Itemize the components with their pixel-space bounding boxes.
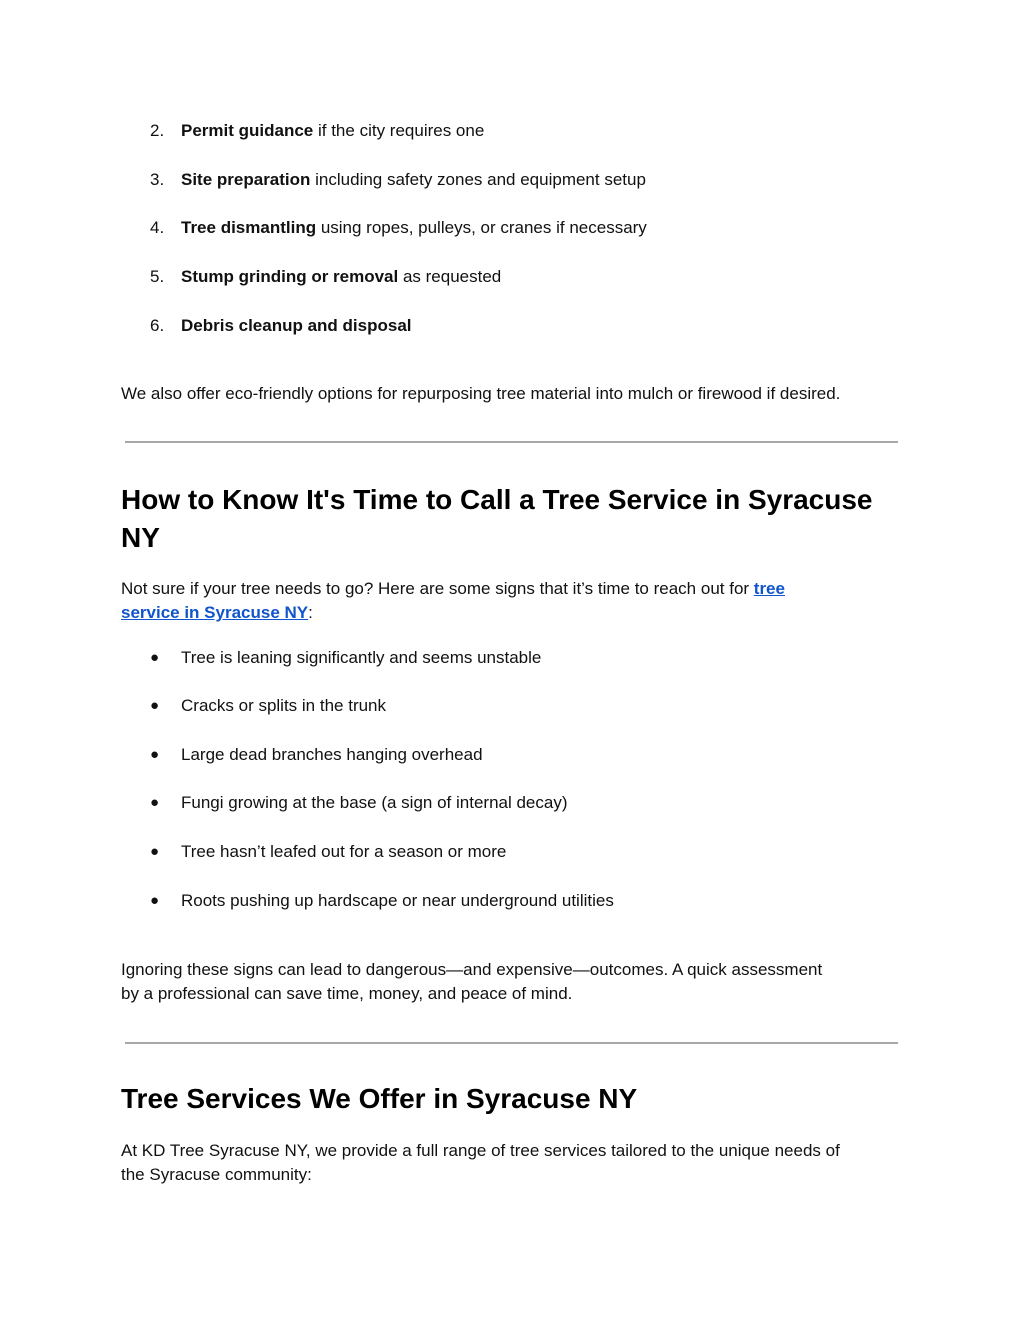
list-item-text bbox=[181, 316, 412, 336]
list-item-bold: Debris cleanup and disposal bbox=[181, 316, 412, 335]
list-item-text: Large dead branches hanging overhead bbox=[181, 745, 483, 764]
heading-line: NY bbox=[121, 522, 160, 553]
list-number: 3. bbox=[150, 170, 165, 189]
signs-intro bbox=[121, 577, 911, 625]
list-item-rest: as requested bbox=[398, 267, 502, 286]
list-item-rest: using ropes, pulleys, or cranes if necessary bbox=[316, 218, 647, 237]
list-item-text: Cracks or splits in the trunk bbox=[181, 696, 387, 715]
list-item-bold: Tree dismantling bbox=[181, 218, 317, 237]
list-item-bold: Site preparation bbox=[181, 170, 311, 189]
signs-closing-paragraph bbox=[121, 958, 911, 1006]
tree-service-link[interactable]: service in Syracuse NY bbox=[121, 603, 309, 622]
intro-line bbox=[121, 601, 911, 625]
tree-service-link[interactable]: tree bbox=[753, 579, 785, 598]
list-item-text bbox=[181, 170, 646, 190]
list-item-bold: Stump grinding or removal bbox=[181, 267, 399, 286]
bullet-icon: ● bbox=[150, 649, 160, 666]
list-number: 6. bbox=[150, 316, 165, 335]
eco-paragraph: We also offer eco-friendly options for repurposing tree material into mulch or firewood if desired. bbox=[121, 384, 841, 403]
list-item-rest: if the city requires one bbox=[313, 121, 485, 140]
list-number: 5. bbox=[150, 267, 165, 286]
list-item-text: Tree hasn’t leafed out for a season or more bbox=[181, 842, 507, 861]
paragraph-line: the Syracuse community: bbox=[121, 1165, 312, 1184]
divider bbox=[125, 441, 898, 443]
list-item-text bbox=[181, 121, 484, 141]
heading-line: How to Know It's Time to Call a Tree Service in Syracuse bbox=[121, 484, 873, 515]
list-item-rest: including safety zones and equipment setup bbox=[310, 170, 646, 189]
bullet-icon: ● bbox=[150, 746, 160, 763]
list-item-text bbox=[181, 267, 501, 287]
bullet-icon: ● bbox=[150, 794, 160, 811]
paragraph-line: Ignoring these signs can lead to dangerous—and expensive—outcomes. A quick assessment bbox=[121, 960, 823, 979]
paragraph-line: At KD Tree Syracuse NY, we provide a full range of tree services tailored to the unique needs of bbox=[121, 1141, 840, 1160]
intro-text: Not sure if your tree needs to go? Here are some signs that it’s time to reach out for bbox=[121, 579, 754, 598]
list-item-text: Tree is leaning significantly and seems unstable bbox=[181, 648, 542, 667]
paragraph-line: by a professional can save time, money, and peace of mind. bbox=[121, 984, 573, 1003]
list-item-bold: Permit guidance bbox=[181, 121, 314, 140]
services-intro bbox=[121, 1139, 911, 1187]
divider bbox=[125, 1042, 898, 1044]
section-heading-signs bbox=[121, 481, 911, 557]
intro-line bbox=[121, 577, 911, 601]
bullet-icon: ● bbox=[150, 892, 160, 909]
list-item-text: Roots pushing up hardscape or near underground utilities bbox=[181, 891, 614, 910]
list-item-text bbox=[181, 218, 647, 238]
list-number: 4. bbox=[150, 218, 165, 237]
bullet-icon: ● bbox=[150, 697, 160, 714]
bullet-icon: ● bbox=[150, 843, 160, 860]
intro-text: : bbox=[308, 603, 313, 622]
list-number: 2. bbox=[150, 121, 165, 140]
list-item-text: Fungi growing at the base (a sign of internal decay) bbox=[181, 793, 568, 812]
section-heading-services: Tree Services We Offer in Syracuse NY bbox=[121, 1083, 638, 1114]
